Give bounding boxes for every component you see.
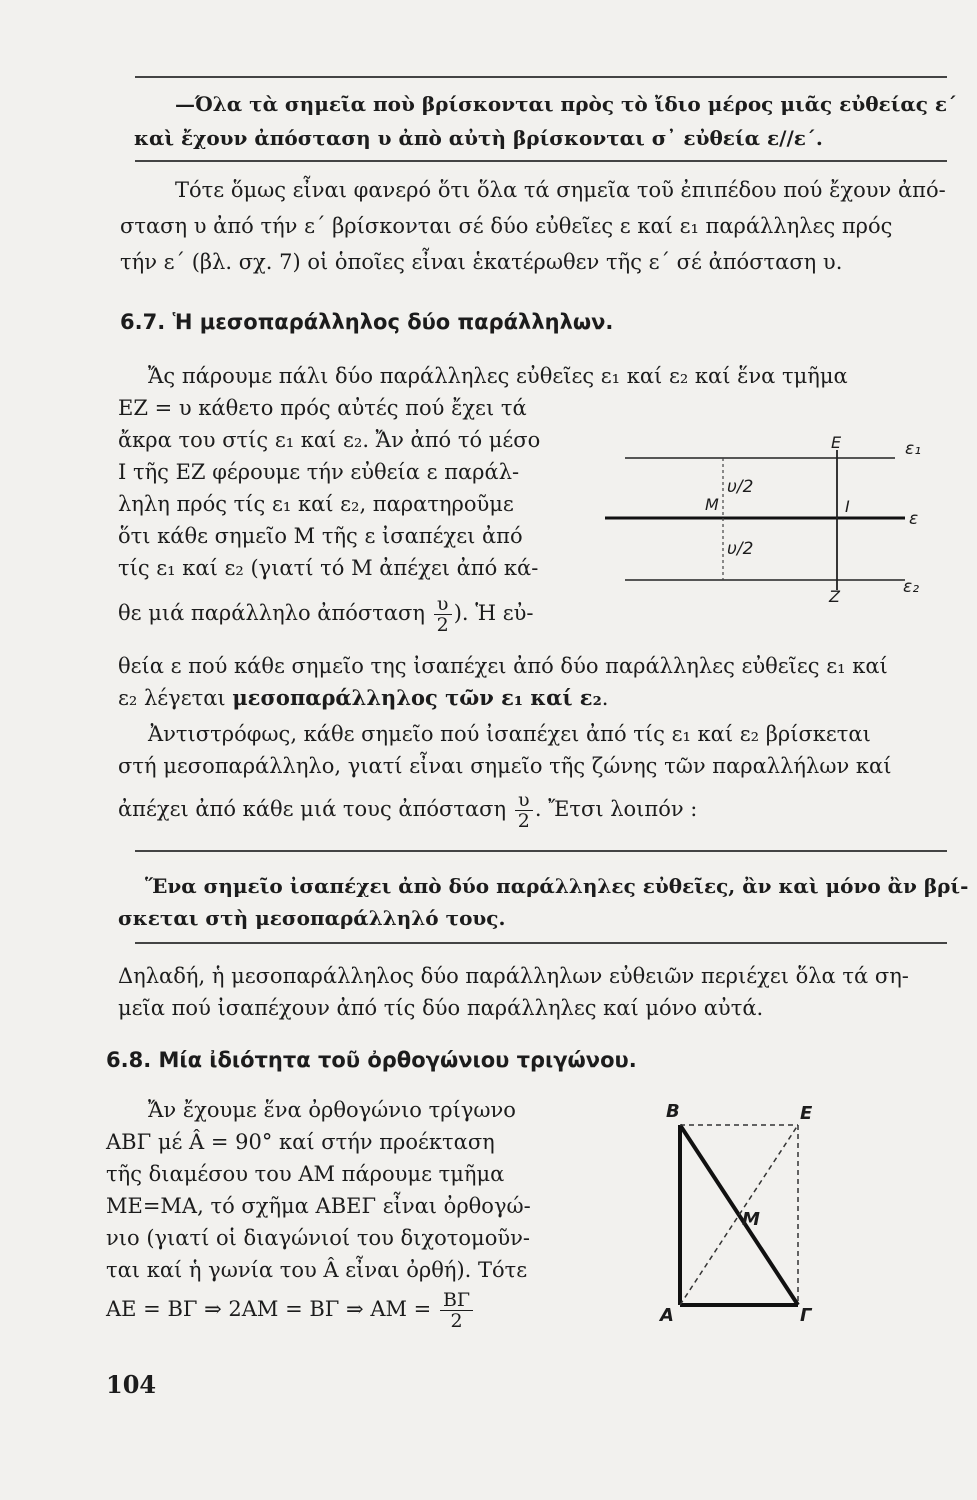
- para4-line1: Δηλαδή, ἡ μεσοπαράλληλος δύο παράλληλων εὐθειῶν περιέχει ὅλα τά ση-: [118, 964, 909, 988]
- label-E: E: [800, 1103, 813, 1124]
- para5-line1: Ἄν ἔχουμε ἕνα ὀρθογώνιο τρίγωνο: [148, 1098, 516, 1122]
- section-6-7-title: 6.7. Ἡ μεσοπαράλληλος δύο παράλληλων.: [120, 310, 614, 334]
- box2-bottom-rule: [135, 942, 947, 944]
- box2-top-rule: [135, 850, 947, 852]
- box2-line2: σκεται στὴ μεσοπαράλληλό τους.: [118, 906, 506, 930]
- figure-parallel-lines: [605, 430, 945, 610]
- para2-line9: θεία ε πού κάθε σημεῖο της ἰσαπέχει ἀπό δύο παράλληλες εὐθεῖες ε₁ καί: [118, 654, 888, 678]
- para2-line5: ληλη πρός τίς ε₁ καί ε₂, παρατηροῦμε: [118, 492, 514, 516]
- para2-line1: Ἄς πάρουμε πάλι δύο παράλληλες εὐθεῖες ε₁ καί ε₂ καί ἕνα τμῆμα: [148, 364, 848, 388]
- label-u-half-top: υ/2: [727, 477, 754, 497]
- section-6-8-title: 6.8. Μία ἰδιότητα τοῦ ὀρθογώνιου τριγώνου.: [106, 1048, 637, 1072]
- para5-line4: ΜΕ=ΜΑ, τό σχῆμα ΑΒΕΓ εἶναι ὀρθογώ-: [106, 1194, 531, 1218]
- top-rule: [135, 76, 947, 78]
- label-e1: ε₁: [905, 439, 922, 459]
- para4-line2: μεῖα πού ἰσαπέχουν ἀπό τίς δύο παράλληλες καί μόνο αὐτά.: [118, 996, 764, 1020]
- para2-line7: τίς ε₁ καί ε₂ (γιατί τό Μ ἀπέχει ἀπό κά-: [118, 556, 539, 580]
- para5-line7: ΑΕ = ΒΓ ⇒ 2ΑΜ = ΒΓ ⇒ ΑΜ = $\frac{B\Gamma}{2}$: [106, 1290, 475, 1331]
- para2-line8: θε μιά παράλληλο ἀπόσταση $\frac{\upsilon}{2}$ ). Ἡ εὐ-: [118, 593, 534, 636]
- para5-line3: τῆς διαμέσου του ΑΜ πάρουμε τμῆμα: [106, 1162, 505, 1186]
- box1-line1: —Όλα τὰ σημεῖα ποὺ βρίσκονται πρὸς τὸ ἴδιο μέρος μιᾶς εὐθείας ε΄: [175, 92, 958, 116]
- para2-line3: ἄκρα του στίς ε₁ καί ε₂. Ἄν ἀπό τό μέσο: [118, 428, 541, 452]
- para3-line1: Ἀντιστρόφως, κάθε σημεῖο πού ἰσαπέχει ἀπό τίς ε₁ καί ε₂ βρίσκεται: [148, 722, 871, 746]
- label-M: M: [742, 1209, 760, 1230]
- figure-right-triangle: [640, 1095, 840, 1335]
- para1-line2: σταση υ ἀπό τήν ε΄ βρίσκονται σέ δύο εὐθεῖες ε καί ε₁ παράλληλες πρός: [120, 214, 893, 238]
- label-Z: Z: [829, 587, 840, 606]
- para1-line3: τήν ε΄ (βλ. σχ. 7) οἱ ὁποῖες εἶναι ἑκατέρωθεν τῆς ε΄ σέ ἀπόσταση υ.: [120, 250, 843, 274]
- fraction-bg-over-2: $\frac{B\Gamma}{2}$: [440, 1290, 473, 1331]
- para2-line10: ε₂ λέγεται μεσοπαράλληλος τῶν ε₁ καί ε₂.: [118, 685, 609, 710]
- para1-line1: Τότε ὅμως εἶναι φανερό ὅτι ὅλα τά σημεῖα τοῦ ἐπιπέδου πού ἔχουν ἀπό-: [175, 178, 946, 202]
- para3-line3: ἀπέχει ἀπό κάθε μιά τους ἀπόσταση $\frac{\upsilon}{2}$ . Ἔτσι λοιπόν :: [118, 789, 698, 832]
- label-Gamma: Γ: [800, 1305, 812, 1326]
- box1-bottom-rule: [135, 160, 947, 162]
- label-M: M: [705, 495, 719, 514]
- para2-line6: ὅτι κάθε σημεῖο Μ τῆς ε ἰσαπέχει ἀπό: [118, 524, 523, 548]
- para5-line6: ται καί ἡ γωνία του Â εἶναι ὀρθή). Τότε: [106, 1258, 528, 1282]
- label-e2: ε₂: [903, 577, 920, 597]
- para3-line2: στή μεσοπαράλληλο, γιατί εἶναι σημεῖο τῆς ζώνης τῶν παραλλήλων καί: [118, 754, 892, 778]
- para5-line5: νιο (γιατί οἱ διαγώνιοί του διχοτομοῦν-: [106, 1226, 530, 1250]
- label-B: B: [666, 1101, 680, 1122]
- label-e: ε: [909, 509, 919, 529]
- para2-line4: Ι τῆς ΕΖ φέρουμε τήν εὐθεία ε παράλ-: [118, 460, 520, 484]
- label-u-half-bottom: υ/2: [727, 539, 754, 559]
- label-E: E: [831, 433, 842, 452]
- para2-line2: ΕΖ = υ κάθετο πρός αὐτές πού ἔχει τά: [118, 396, 527, 420]
- box2-line1: Ἕνα σημεῖο ἰσαπέχει ἀπὸ δύο παράλληλες εὐθεῖες, ἂν καὶ μόνο ἂν βρί-: [145, 874, 969, 898]
- fraction-u-over-2: $\frac{\upsilon}{2}$: [515, 790, 533, 831]
- box1-line2: καὶ ἔχουν ἀπόσταση υ ἀπὸ αὐτὴ βρίσκονται σ᾽ εὐθεία ε//ε΄.: [134, 126, 823, 150]
- label-A: A: [660, 1305, 674, 1326]
- term-mesoparallilos: μεσοπαράλληλος τῶν ε₁ καί ε₂: [232, 685, 602, 710]
- para5-line2: ΑΒΓ μέ Â = 90° καί στήν προέκταση: [106, 1130, 495, 1154]
- page-number: 104: [106, 1370, 157, 1399]
- label-I: I: [845, 497, 850, 516]
- fraction-u-over-2: $\frac{\upsilon}{2}$: [434, 594, 452, 635]
